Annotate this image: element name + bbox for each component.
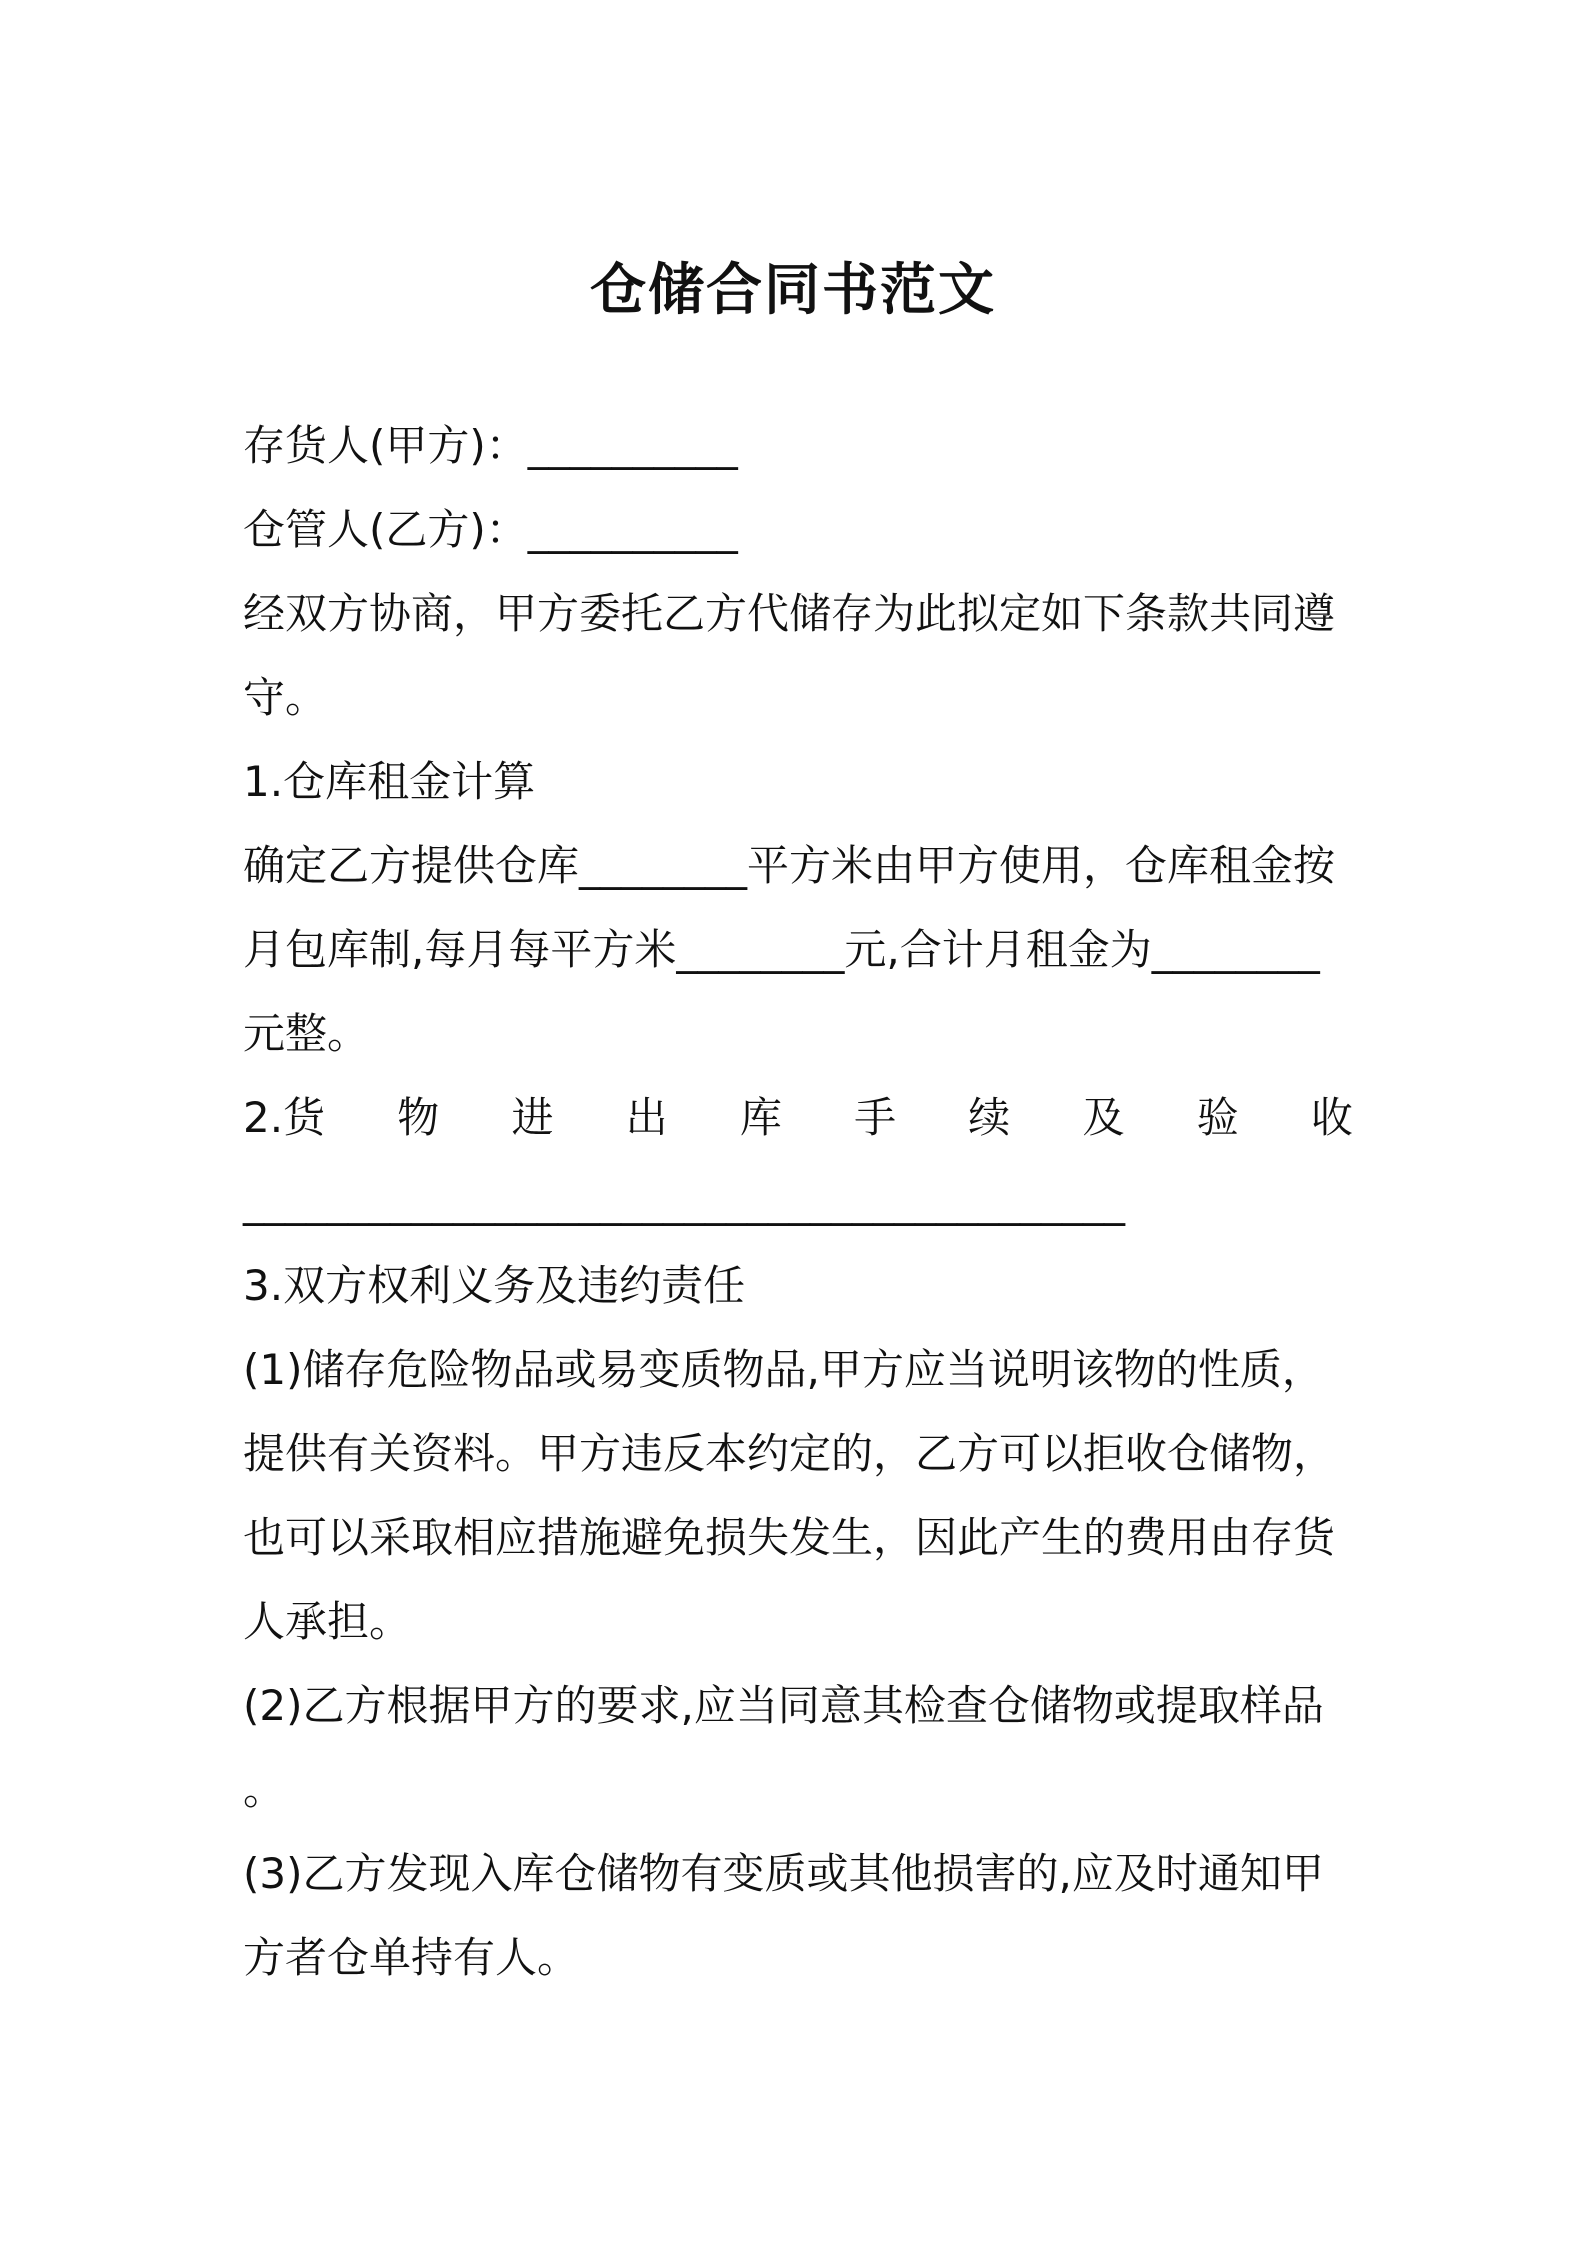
intro-line: 经双方协商，甲方委托乙方代储存为此拟定如下条款共同遵 (243, 589, 1336, 638)
section-2-heading (243, 1076, 1353, 1160)
section-2-heading-char: 库 (739, 1093, 782, 1142)
section-2-heading-char: 及 (1082, 1093, 1125, 1142)
section-2-heading-char: 收 (1310, 1093, 1353, 1142)
document-title: 仓储合同书范文 (590, 258, 996, 323)
section-2-heading-char: 物 (397, 1093, 440, 1142)
section-1-text: 月包库制,每月每平方米________元,合计月租金为________ (243, 925, 1320, 974)
section-2-blank-line: __________________________________________ (243, 1177, 1125, 1226)
section-2-heading-char: 续 (968, 1093, 1011, 1142)
section-2-heading-char: 手 (854, 1093, 897, 1142)
section-3-heading: 3.双方权利义务及违约责任 (243, 1261, 746, 1310)
document-body (243, 404, 1353, 2000)
section-2-heading-char: 进 (511, 1093, 554, 1142)
intro-line-end: 守。 (243, 673, 328, 722)
section-1-text: 确定乙方提供仓库________平方米由甲方使用，仓库租金按 (243, 841, 1336, 890)
clause-1-text: 也可以采取相应措施避免损失发生，因此产生的费用由存货 (243, 1513, 1336, 1562)
section-2-heading-char: 2.货 (243, 1093, 326, 1142)
section-1-text-end: 元整。 (243, 1009, 370, 1058)
party-a-line: 存货人(甲方)：__________ (243, 421, 738, 470)
clause-3-text: (3)乙方发现入库仓储物有变质或其他损害的,应及时通知甲 (243, 1849, 1324, 1898)
clause-1-text: 提供有关资料。甲方违反本约定的，乙方可以拒收仓储物， (243, 1429, 1336, 1478)
clause-1-text-end: 人承担。 (243, 1597, 412, 1646)
section-2-heading-char: 出 (625, 1093, 668, 1142)
party-b-line: 仓管人(乙方)：__________ (243, 505, 738, 554)
clause-1-text: (1)储存危险物品或易变质物品,甲方应当说明该物的性质， (243, 1345, 1324, 1394)
clause-2-text-end: 。 (243, 1765, 286, 1814)
clause-3-text-end: 方者仓单持有人。 (243, 1933, 580, 1982)
section-2-heading-char: 验 (1196, 1093, 1239, 1142)
clause-2-text: (2)乙方根据甲方的要求,应当同意其检查仓储物或提取样品 (243, 1681, 1324, 1730)
section-1-heading: 1.仓库租金计算 (243, 757, 536, 806)
